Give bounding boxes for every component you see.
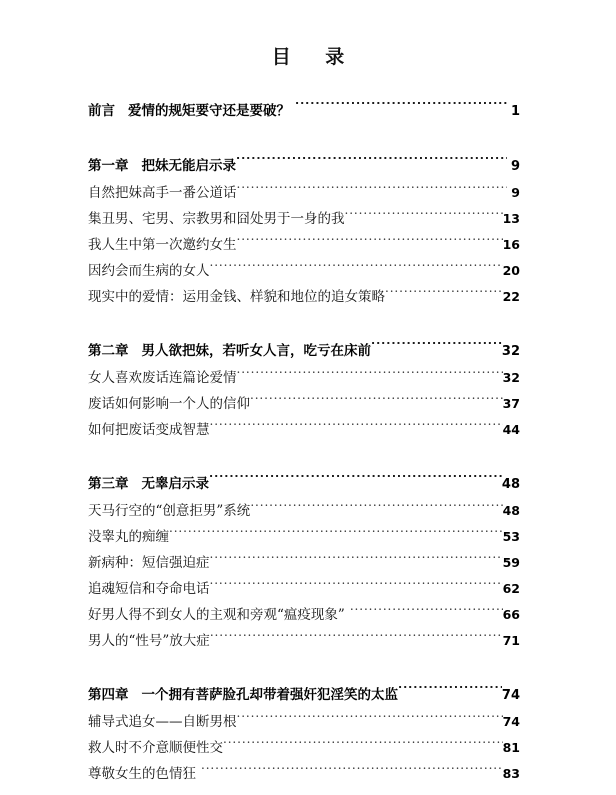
- toc-entry-row[interactable]: [88, 735, 520, 761]
- toc-page-number: 48: [502, 503, 520, 518]
- dot-leader: [398, 686, 502, 700]
- toc-page-number: 32: [501, 344, 520, 359]
- toc-entry-row[interactable]: [88, 180, 520, 206]
- toc-chapter-title: 无睾启示录: [141, 476, 209, 492]
- toc-entry-label: 集丑男、宅男、宗教男和囧处男于一身的我: [88, 211, 345, 227]
- toc-entry-row[interactable]: [88, 206, 520, 232]
- toc-chapter-label: [88, 682, 398, 708]
- toc-page-number: 74: [502, 714, 520, 729]
- toc-entry-row[interactable]: [88, 498, 520, 524]
- toc-page-number: 1: [510, 104, 520, 119]
- dot-leader: [345, 210, 503, 224]
- toc-entry-row[interactable]: [88, 524, 520, 550]
- toc-entry-label: 如何把废话变成智慧: [88, 422, 210, 438]
- toc-page-number: 81: [502, 740, 520, 755]
- dot-leader: [250, 395, 503, 409]
- toc-entry-row[interactable]: [88, 365, 520, 391]
- toc-entry-row[interactable]: [88, 417, 520, 443]
- dot-leader: [371, 342, 502, 356]
- toc-entry-label: 自然把妹高手一番公道话: [88, 185, 237, 201]
- toc-entry-label: 女人喜欢废话连篇论爱情: [88, 370, 237, 386]
- toc-chapter-title: 把妹无能启示录: [141, 158, 236, 174]
- toc-entry-label: 废话如何影响一个人的信仰: [88, 396, 250, 412]
- toc-group-chapter-1: [88, 153, 520, 310]
- toc-page-number: 13: [502, 211, 520, 226]
- toc-chapter-label: [88, 471, 209, 497]
- dot-leader: [210, 554, 503, 568]
- dot-leader: [210, 421, 503, 435]
- dot-leader: [169, 528, 503, 542]
- toc-entry-row[interactable]: [88, 391, 520, 417]
- toc-group-chapter-2: [88, 338, 520, 443]
- toc-page-number: 22: [502, 289, 520, 304]
- toc-entry-row[interactable]: [88, 284, 520, 310]
- dot-leader: [210, 632, 503, 646]
- toc-chapter-title: 男人欲把妹，若听女人言，吃亏在床前: [141, 343, 371, 359]
- toc-page-number: 74: [501, 688, 520, 703]
- dot-leader: [237, 713, 503, 727]
- toc-entry-row[interactable]: [88, 709, 520, 735]
- toc-entry-row[interactable]: [88, 232, 520, 258]
- toc-entry-label: 现实中的爱情：运用金钱、样貌和地位的追女策略: [88, 289, 385, 305]
- dot-leader: [237, 369, 503, 383]
- toc-chapter-label: [88, 153, 236, 179]
- toc-entry-label: 新病种：短信强迫症: [88, 555, 210, 571]
- toc-chapter-row[interactable]: [88, 338, 520, 365]
- toc-chapter-row[interactable]: [88, 471, 520, 498]
- toc-entry-label: 天马行空的“创意拒男”系统: [88, 503, 251, 519]
- toc-page-number: 53: [502, 529, 520, 544]
- toc-chapter-label: [88, 98, 295, 124]
- toc-page-number: 32: [502, 370, 520, 385]
- toc-page-number: 20: [502, 263, 520, 278]
- toc-chapter-row[interactable]: [88, 682, 520, 709]
- dot-leader: [237, 184, 508, 198]
- dot-leader: [223, 739, 503, 753]
- dot-leader: [385, 288, 503, 302]
- toc-entry-label: 男人的“性号”放大症: [88, 633, 210, 649]
- dot-leader: [295, 102, 507, 116]
- toc-entry-row[interactable]: [88, 258, 520, 284]
- toc-page-number: 37: [502, 396, 520, 411]
- toc-entry-row[interactable]: [88, 576, 520, 602]
- dot-leader: [236, 157, 507, 171]
- toc-entry-label: 救人时不介意顺便性交: [88, 740, 223, 756]
- toc-entry-label: 尊敬女生的色情狂: [88, 766, 196, 782]
- toc-page-number: 16: [502, 237, 520, 252]
- toc-chapter-label: [88, 338, 371, 364]
- toc-page-number: 44: [502, 422, 520, 437]
- toc-chapter-title: 一个拥有菩萨脸孔却带着强奸犯淫笑的太监: [141, 687, 398, 703]
- dot-leader: [237, 236, 503, 250]
- dot-leader: [350, 606, 503, 620]
- dot-leader: [250, 502, 502, 516]
- toc-page-number: 59: [502, 555, 520, 570]
- toc-page-number: 62: [502, 581, 520, 596]
- toc-entry-row[interactable]: [88, 602, 520, 628]
- dot-leader: [210, 262, 503, 276]
- toc-group-chapter-3: [88, 471, 520, 654]
- toc-page-number: 9: [511, 185, 520, 200]
- toc-chapter-number: 第二章: [88, 343, 129, 359]
- toc-list: [88, 98, 520, 787]
- toc-entry-label: 我人生中第一次邀约女生: [88, 237, 237, 253]
- toc-chapter-row[interactable]: [88, 98, 520, 125]
- toc-entry-row[interactable]: [88, 628, 520, 654]
- toc-chapter-number: 第四章: [88, 687, 129, 703]
- toc-entry-label: 没睾丸的痴缠: [88, 529, 169, 545]
- toc-group-chapter-4: [88, 682, 520, 787]
- toc-page-number: 48: [501, 477, 520, 492]
- toc-chapter-number: 第三章: [88, 476, 129, 492]
- dot-leader: [209, 475, 502, 489]
- toc-entry-row[interactable]: [88, 550, 520, 576]
- toc-page-number: 83: [502, 766, 520, 781]
- toc-page-number: 9: [510, 159, 520, 174]
- toc-page-number: 71: [502, 633, 520, 648]
- toc-chapter-number: 前言: [88, 103, 115, 119]
- toc-chapter-row[interactable]: [88, 153, 520, 180]
- dot-leader: [201, 765, 503, 779]
- page-title: 目 录: [271, 46, 359, 68]
- toc-entry-label: 辅导式追女——自断男根: [88, 714, 237, 730]
- toc-chapter-number: 第一章: [88, 158, 129, 174]
- toc-entry-label: 因约会而生病的女人: [88, 263, 210, 279]
- toc-group-front-matter: [88, 98, 520, 125]
- toc-chapter-title: 爱情的规矩要守还是要破？: [128, 103, 290, 119]
- toc-page-number: 66: [502, 607, 520, 622]
- toc-entry-label: 好男人得不到女人的主观和旁观“瘟疫现象”: [88, 607, 345, 623]
- toc-entry-row[interactable]: [88, 761, 520, 787]
- dot-leader: [210, 580, 503, 594]
- toc-entry-label: 追魂短信和夺命电话: [88, 581, 210, 597]
